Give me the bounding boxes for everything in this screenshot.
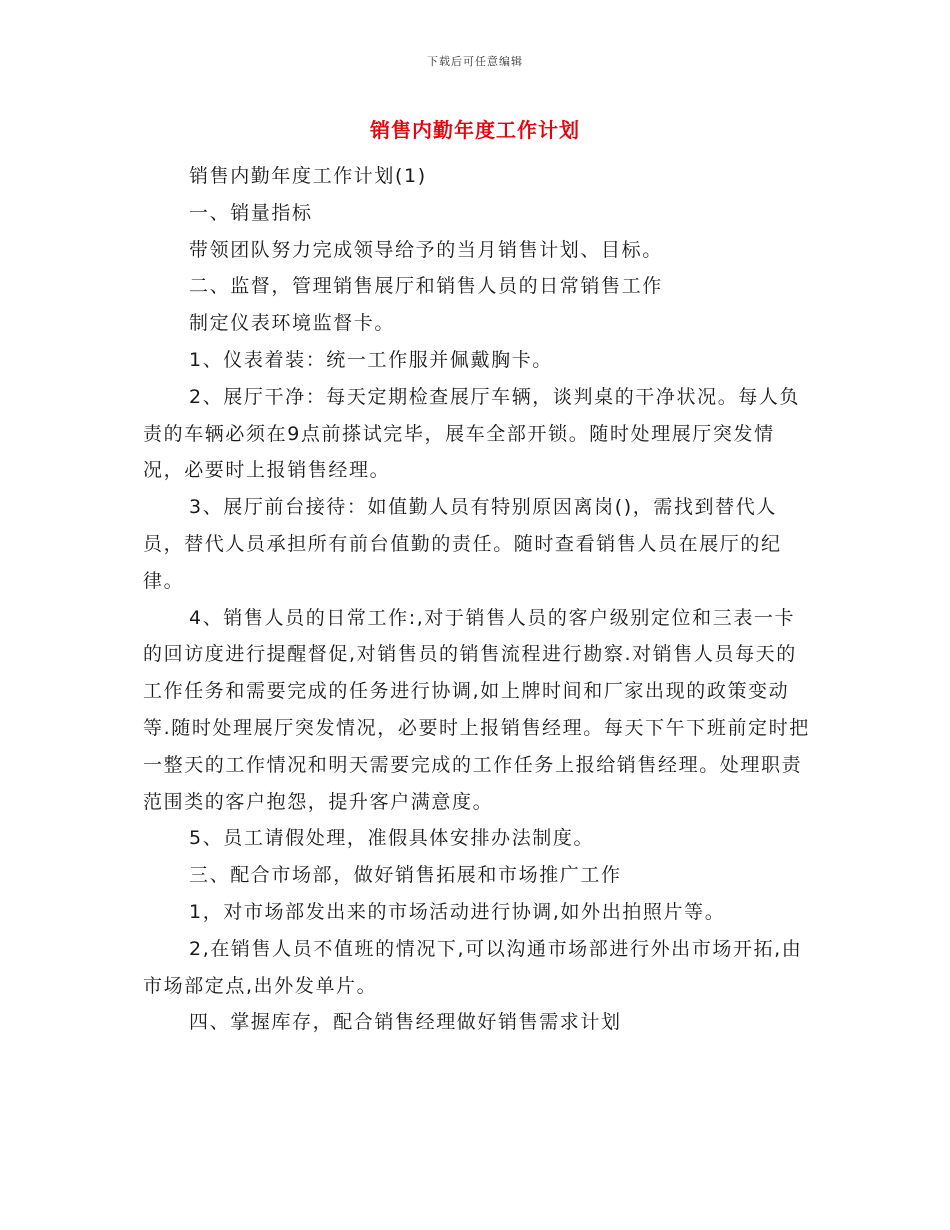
document-body xyxy=(143,158,815,1041)
paragraph-item-3: 3、展厅前台接待：如值勤人员有特别原因离岗()，需找到替代人员，替代人员承担所有前台值勤的责任。随时查看销售人员在展厅的纪律。 xyxy=(143,496,782,592)
paragraph-item-4: 4、销售人员的日常工作:,对于销售人员的客户级别定位和三表一卡的回访度进行提醒督促,对销售员的销售流程进行勘察.对销售人员每天的工作任务和需要完成的任务进行协调,如上牌时间和厂家出现的政策变动等.随时处理展厅突发情况，必要时上报销售经理。每天下午下班前定时把一整天的工作情况和明天需要完成的工作任务上报给销售经理。处理职责范围类的客户抱怨，提升客户满意度。 xyxy=(143,606,810,813)
paragraph-item-1: 1、仪表着装：统一工作服并佩戴胸卡。 xyxy=(189,348,553,371)
header-note: 下载后可任意编辑 xyxy=(427,55,523,68)
paragraph-item-1: 1，对市场部发出来的市场活动进行协调,如外出拍照片等。 xyxy=(189,900,726,923)
paragraph-section-1-heading: 一、销量指标 xyxy=(189,201,313,224)
paragraph-section-2-heading: 二、监督，管理销售展厅和销售人员的日常销售工作 xyxy=(189,275,663,298)
paragraph-section-4-heading: 四、掌握库存，配合销售经理做好销售需求计划 xyxy=(189,1011,622,1034)
paragraph: 带领团队努力完成领导给予的当月销售计划、目标。 xyxy=(189,238,663,261)
paragraph-item-5: 5、员工请假处理，准假具体安排办法制度。 xyxy=(189,827,595,850)
document-title: 销售内勤年度工作计划 xyxy=(370,118,580,142)
paragraph-item-2: 2、展厅干净：每天定期检查展厅车辆，谈判桌的干净状况。每人负责的车辆必须在9点前搽试完毕，展车全部开锁。随时处理展厅突发情况，必要时上报销售经理。 xyxy=(143,385,801,482)
paragraph-section-3-heading: 三、配合市场部，做好销售拓展和市场推广工作 xyxy=(189,864,622,887)
paragraph-subtitle: 销售内勤年度工作计划(1) xyxy=(189,165,427,187)
paragraph-item-2: 2,在销售人员不值班的情况下,可以沟通市场部进行外出市场开拓,由市场部定点,出外发单片。 xyxy=(143,937,803,997)
paragraph: 制定仪表环境监督卡。 xyxy=(189,312,396,335)
